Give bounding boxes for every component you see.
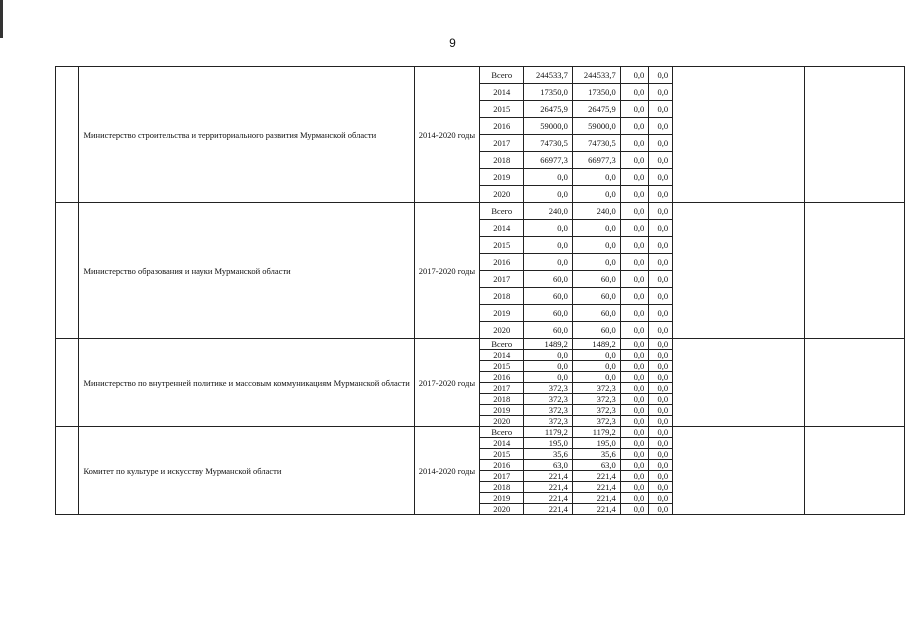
year-label: 2017 [480, 471, 524, 482]
year-label: 2018 [480, 394, 524, 405]
amount-other-sources: 0,0 [649, 416, 673, 427]
amount-other-sources: 0,0 [649, 237, 673, 254]
amount-total: 59000,0 [524, 118, 572, 135]
amount-other-sources: 0,0 [649, 84, 673, 101]
year-label: 2017 [480, 271, 524, 288]
year-label: 2017 [480, 135, 524, 152]
amount-regional-budget: 0,0 [572, 186, 620, 203]
amount-federal-budget: 0,0 [620, 135, 649, 152]
amount-federal-budget: 0,0 [620, 416, 649, 427]
amount-total: 0,0 [524, 361, 572, 372]
year-label: 2014 [480, 438, 524, 449]
amount-federal-budget: 0,0 [620, 101, 649, 118]
year-label: 2015 [480, 361, 524, 372]
year-label: 2016 [480, 118, 524, 135]
amount-regional-budget: 195,0 [572, 438, 620, 449]
amount-total: 221,4 [524, 504, 572, 515]
amount-other-sources: 0,0 [649, 186, 673, 203]
amount-federal-budget: 0,0 [620, 169, 649, 186]
amount-federal-budget: 0,0 [620, 405, 649, 416]
amount-total: 35,6 [524, 449, 572, 460]
year-label: 2019 [480, 493, 524, 504]
amount-other-sources: 0,0 [649, 152, 673, 169]
amount-total: 372,3 [524, 405, 572, 416]
amount-regional-budget: 1489,2 [572, 339, 620, 350]
amount-federal-budget: 0,0 [620, 254, 649, 271]
amount-federal-budget: 0,0 [620, 67, 649, 84]
amount-other-sources: 0,0 [649, 350, 673, 361]
year-label: 2018 [480, 288, 524, 305]
measures-cell [673, 427, 805, 515]
amount-federal-budget: 0,0 [620, 350, 649, 361]
amount-federal-budget: 0,0 [620, 288, 649, 305]
amount-other-sources: 0,0 [649, 118, 673, 135]
amount-total: 240,0 [524, 203, 572, 220]
amount-federal-budget: 0,0 [620, 449, 649, 460]
amount-other-sources: 0,0 [649, 383, 673, 394]
amount-other-sources: 0,0 [649, 203, 673, 220]
amount-federal-budget: 0,0 [620, 383, 649, 394]
amount-regional-budget: 0,0 [572, 350, 620, 361]
amount-federal-budget: 0,0 [620, 482, 649, 493]
year-label: 2015 [480, 237, 524, 254]
amount-other-sources: 0,0 [649, 405, 673, 416]
amount-other-sources: 0,0 [649, 254, 673, 271]
table-row [56, 203, 905, 220]
year-label: Всего [480, 339, 524, 350]
amount-regional-budget: 0,0 [572, 361, 620, 372]
measures-cell [673, 67, 805, 203]
page-number: 9 [449, 36, 456, 50]
amount-regional-budget: 372,3 [572, 383, 620, 394]
amount-total: 372,3 [524, 383, 572, 394]
amount-other-sources: 0,0 [649, 460, 673, 471]
amount-total: 221,4 [524, 493, 572, 504]
amount-regional-budget: 0,0 [572, 372, 620, 383]
implementation-period: 2014-2020 годы [414, 427, 479, 515]
amount-regional-budget: 35,6 [572, 449, 620, 460]
amount-other-sources: 0,0 [649, 427, 673, 438]
amount-federal-budget: 0,0 [620, 493, 649, 504]
row-number-cell [56, 67, 79, 203]
year-label: 2020 [480, 186, 524, 203]
amount-federal-budget: 0,0 [620, 438, 649, 449]
amount-federal-budget: 0,0 [620, 152, 649, 169]
amount-total: 195,0 [524, 438, 572, 449]
amount-federal-budget: 0,0 [620, 271, 649, 288]
year-label: 2019 [480, 305, 524, 322]
amount-other-sources: 0,0 [649, 322, 673, 339]
amount-regional-budget: 0,0 [572, 169, 620, 186]
amount-federal-budget: 0,0 [620, 471, 649, 482]
amount-federal-budget: 0,0 [620, 361, 649, 372]
amount-total: 66977,3 [524, 152, 572, 169]
amount-regional-budget: 0,0 [572, 254, 620, 271]
funding-table [55, 66, 905, 515]
amount-regional-budget: 221,4 [572, 471, 620, 482]
amount-total: 0,0 [524, 350, 572, 361]
amount-total: 244533,7 [524, 67, 572, 84]
year-label: 2016 [480, 254, 524, 271]
measures-cell [673, 339, 805, 427]
amount-total: 17350,0 [524, 84, 572, 101]
results-cell [804, 67, 904, 203]
amount-total: 60,0 [524, 271, 572, 288]
amount-total: 372,3 [524, 416, 572, 427]
amount-federal-budget: 0,0 [620, 339, 649, 350]
amount-other-sources: 0,0 [649, 220, 673, 237]
amount-federal-budget: 0,0 [620, 322, 649, 339]
year-label: 2016 [480, 372, 524, 383]
year-label: 2015 [480, 101, 524, 118]
amount-regional-budget: 59000,0 [572, 118, 620, 135]
year-label: 2020 [480, 322, 524, 339]
amount-other-sources: 0,0 [649, 339, 673, 350]
amount-total: 0,0 [524, 169, 572, 186]
amount-federal-budget: 0,0 [620, 372, 649, 383]
amount-total: 221,4 [524, 471, 572, 482]
year-label: Всего [480, 203, 524, 220]
amount-regional-budget: 221,4 [572, 493, 620, 504]
amount-regional-budget: 372,3 [572, 405, 620, 416]
amount-regional-budget: 240,0 [572, 203, 620, 220]
row-number-cell [56, 203, 79, 339]
amount-other-sources: 0,0 [649, 372, 673, 383]
amount-other-sources: 0,0 [649, 135, 673, 152]
amount-other-sources: 0,0 [649, 361, 673, 372]
year-label: 2015 [480, 449, 524, 460]
year-label: 2018 [480, 482, 524, 493]
amount-federal-budget: 0,0 [620, 118, 649, 135]
amount-total: 63,0 [524, 460, 572, 471]
measures-cell [673, 203, 805, 339]
amount-other-sources: 0,0 [649, 394, 673, 405]
organization-name: Министерство строительства и территориального развития Мурманской области [79, 67, 414, 203]
amount-federal-budget: 0,0 [620, 203, 649, 220]
amount-total: 60,0 [524, 305, 572, 322]
amount-other-sources: 0,0 [649, 288, 673, 305]
amount-other-sources: 0,0 [649, 67, 673, 84]
amount-total: 0,0 [524, 237, 572, 254]
amount-other-sources: 0,0 [649, 482, 673, 493]
implementation-period: 2017-2020 годы [414, 203, 479, 339]
amount-regional-budget: 26475,9 [572, 101, 620, 118]
amount-other-sources: 0,0 [649, 493, 673, 504]
amount-total: 0,0 [524, 220, 572, 237]
year-label: 2020 [480, 416, 524, 427]
amount-total: 1489,2 [524, 339, 572, 350]
amount-other-sources: 0,0 [649, 471, 673, 482]
amount-other-sources: 0,0 [649, 449, 673, 460]
amount-federal-budget: 0,0 [620, 220, 649, 237]
amount-other-sources: 0,0 [649, 504, 673, 515]
amount-regional-budget: 66977,3 [572, 152, 620, 169]
amount-regional-budget: 60,0 [572, 271, 620, 288]
amount-federal-budget: 0,0 [620, 237, 649, 254]
amount-regional-budget: 244533,7 [572, 67, 620, 84]
amount-total: 74730,5 [524, 135, 572, 152]
amount-federal-budget: 0,0 [620, 504, 649, 515]
year-label: 2020 [480, 504, 524, 515]
results-cell [804, 203, 904, 339]
amount-total: 0,0 [524, 254, 572, 271]
table-row [56, 427, 905, 438]
amount-total: 1179,2 [524, 427, 572, 438]
amount-regional-budget: 0,0 [572, 237, 620, 254]
amount-regional-budget: 60,0 [572, 288, 620, 305]
scan-edge-mark [0, 0, 3, 38]
organization-name: Комитет по культуре и искусству Мурманской области [79, 427, 414, 515]
table-row [56, 67, 905, 84]
implementation-period: 2017-2020 годы [414, 339, 479, 427]
amount-total: 221,4 [524, 482, 572, 493]
year-label: Всего [480, 427, 524, 438]
amount-other-sources: 0,0 [649, 438, 673, 449]
year-label: 2018 [480, 152, 524, 169]
amount-federal-budget: 0,0 [620, 460, 649, 471]
amount-regional-budget: 372,3 [572, 394, 620, 405]
row-number-cell [56, 339, 79, 427]
year-label: 2019 [480, 405, 524, 416]
amount-regional-budget: 372,3 [572, 416, 620, 427]
year-label: Всего [480, 67, 524, 84]
amount-total: 60,0 [524, 322, 572, 339]
amount-regional-budget: 221,4 [572, 504, 620, 515]
year-label: 2014 [480, 84, 524, 101]
results-cell [804, 339, 904, 427]
amount-regional-budget: 17350,0 [572, 84, 620, 101]
year-label: 2017 [480, 383, 524, 394]
amount-total: 0,0 [524, 186, 572, 203]
table-row [56, 339, 905, 350]
results-cell [804, 427, 904, 515]
year-label: 2016 [480, 460, 524, 471]
amount-other-sources: 0,0 [649, 271, 673, 288]
amount-regional-budget: 74730,5 [572, 135, 620, 152]
amount-regional-budget: 60,0 [572, 305, 620, 322]
amount-regional-budget: 63,0 [572, 460, 620, 471]
amount-federal-budget: 0,0 [620, 186, 649, 203]
amount-regional-budget: 1179,2 [572, 427, 620, 438]
year-label: 2014 [480, 220, 524, 237]
amount-regional-budget: 0,0 [572, 220, 620, 237]
amount-regional-budget: 221,4 [572, 482, 620, 493]
row-number-cell [56, 427, 79, 515]
amount-other-sources: 0,0 [649, 169, 673, 186]
amount-total: 60,0 [524, 288, 572, 305]
year-label: 2019 [480, 169, 524, 186]
amount-total: 0,0 [524, 372, 572, 383]
amount-regional-budget: 60,0 [572, 322, 620, 339]
amount-federal-budget: 0,0 [620, 84, 649, 101]
amount-federal-budget: 0,0 [620, 394, 649, 405]
amount-other-sources: 0,0 [649, 101, 673, 118]
amount-other-sources: 0,0 [649, 305, 673, 322]
amount-total: 372,3 [524, 394, 572, 405]
organization-name: Министерство по внутренней политике и массовым коммуникациям Мурманской области [79, 339, 414, 427]
amount-total: 26475,9 [524, 101, 572, 118]
amount-federal-budget: 0,0 [620, 427, 649, 438]
implementation-period: 2014-2020 годы [414, 67, 479, 203]
amount-federal-budget: 0,0 [620, 305, 649, 322]
organization-name: Министерство образования и науки Мурманской области [79, 203, 414, 339]
year-label: 2014 [480, 350, 524, 361]
